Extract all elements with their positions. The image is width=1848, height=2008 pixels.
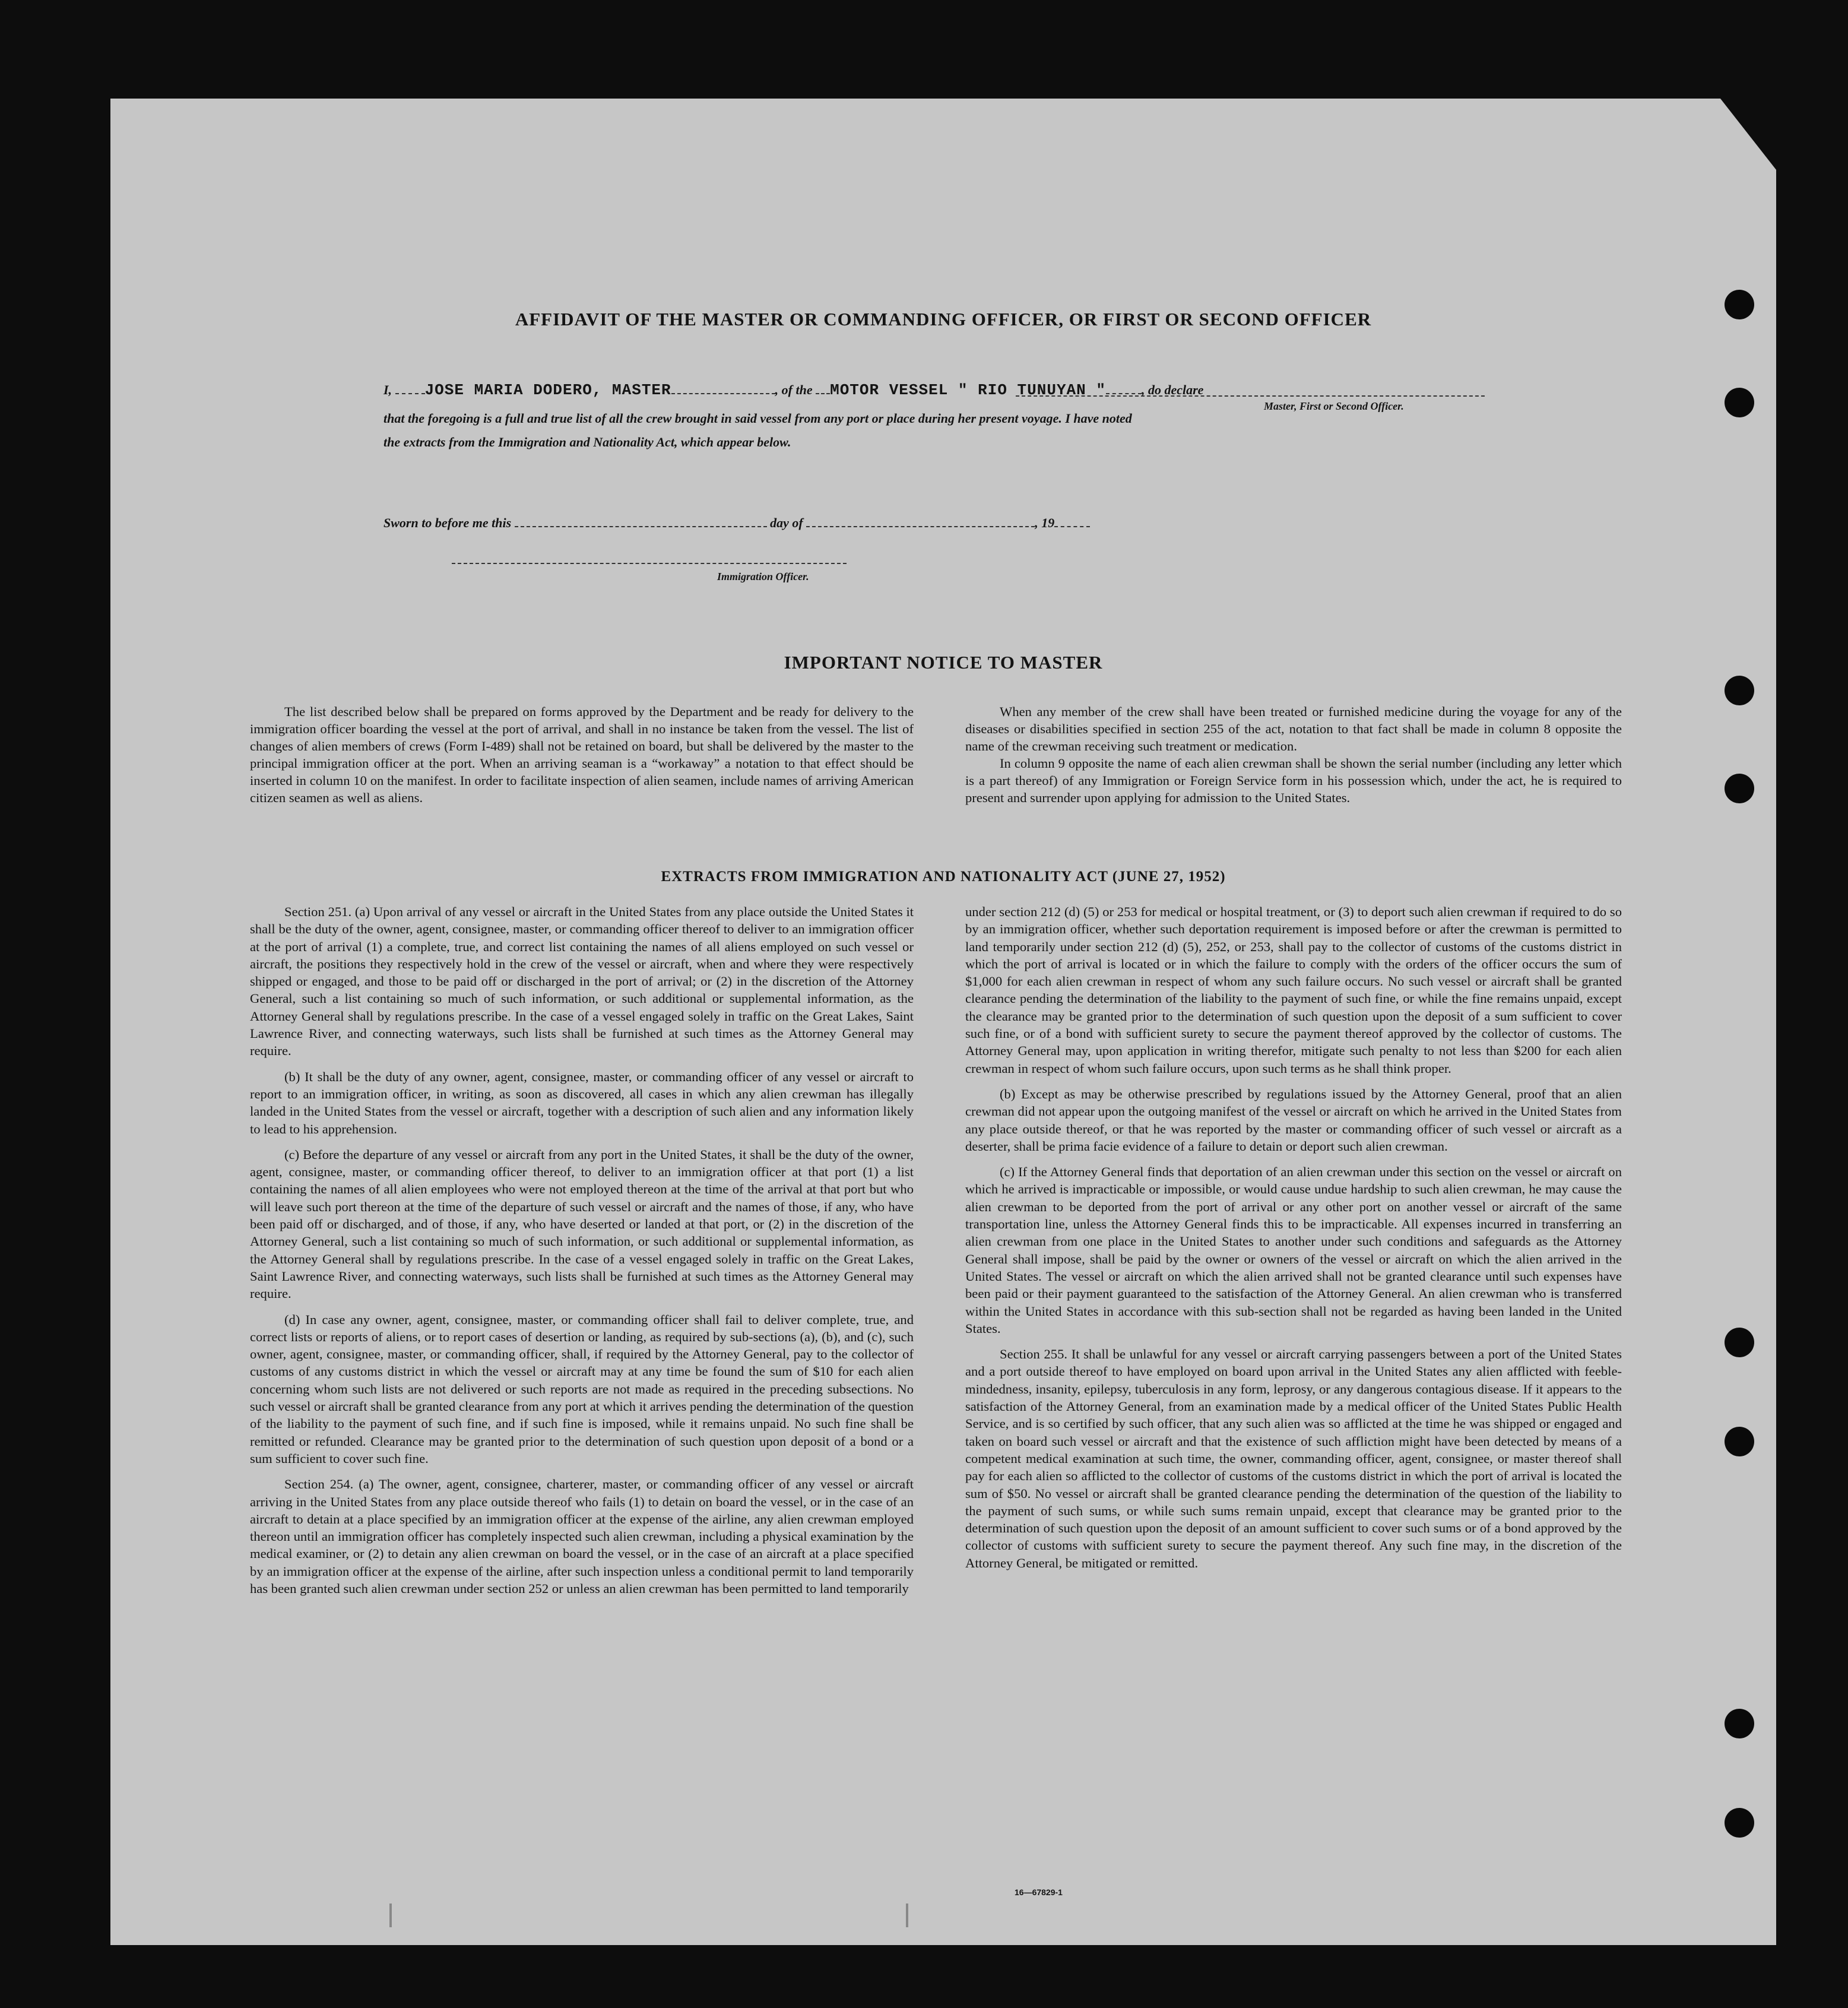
section-254-b: (b) Except as may be otherwise prescribed by regulations issued by the Attorney General, proof that an alien crewman did not appear upon the outgoing manifest of the vessel or aircraft on which he arrived in the United States from any place outside thereof, or that he was reported by the master or commanding officer of such vessel or aircraft as a deserter, shall be prima facie evidence of a failure to detain or deport such alien crewman. <box>965 1086 1622 1154</box>
punch-hole <box>1725 1808 1754 1838</box>
form-code: 16—67829-1 <box>1015 1887 1063 1897</box>
notice-left-column <box>250 703 914 815</box>
torn-corner <box>1720 99 1776 170</box>
fill-line <box>816 381 830 394</box>
statement-line-1: that the foregoing is a full and true list of all the crew brought in said vessel from any port or place during her present voyage. I have noted <box>383 411 1132 426</box>
i-label: I, <box>383 382 392 397</box>
section-254-a: Section 254. (a) The owner, agent, consignee, charterer, master, or commanding officer of any vessel or aircraft arriving in the United States from any place outside thereof who fails (1) to detain on board the vessel, or in the case of an aircraft to detain at a place specified by an immigration officer at the expense of the airline, any alien crewman employed thereon until an immigration officer has completely inspected such alien crewman, including a physical examination by the medical examiner, or (2) to detain any alien crewman on board the vessel, or in the case of an aircraft at a place specified by an immigration officer at the expense of the airline, after such inspection unless a conditional permit to land temporarily has been granted such alien crewman under section 252 or unless an alien crewman has been permitted to land temporarily <box>250 1477 914 1596</box>
officer-signature-label: Immigration Officer. <box>717 571 809 582</box>
section-251-c: (c) Before the departure of any vessel or aircraft from any port in the United States, it shall be the duty of the owner, agent, consignee, master, or commanding officer thereof, to deliver to an immigration officer at that port (1) a list containing the names of all alien employees who were not employed thereon at the time of the arrival at that port but who will leave such port thereon at the time of the departure of such vessel or aircraft and the names of those, if any, who have been paid off or discharged, and of those, if any, who have deserted or landed at that port, or (2) in the discretion of the Attorney General, such a list containing so much of such information, or such additional or supplemental information, as the Attorney General shall by regulations prescribe. In the case of a vessel engaged solely in traffic on the Great Lakes, Saint Lawrence River, and connecting waterways, such lists shall be furnished at such times as the Attorney General may require. <box>250 1146 914 1301</box>
master-signature-line <box>1016 395 1485 397</box>
master-signature-label: Master, First or Second Officer. <box>1264 400 1404 412</box>
statement-line-2: the extracts from the Immigration and Nationality Act, which appear below. <box>383 435 791 449</box>
punch-hole <box>1725 774 1754 803</box>
fill-line <box>1106 381 1142 394</box>
day-of-label: day of <box>770 515 803 530</box>
punch-hole <box>1725 290 1754 319</box>
affidavit-title: AFFIDAVIT OF THE MASTER OR COMMANDING OFFICER, OR FIRST OR SECOND OFFICER <box>515 309 1372 330</box>
bleed-mark <box>389 1904 392 1927</box>
extracts-title: EXTRACTS FROM IMMIGRATION AND NATIONALITY ACT (JUNE 27, 1952) <box>661 869 1226 885</box>
section-251-a: Section 251. (a) Upon arrival of any vessel or aircraft in the United States from any place outside the United States it shall be the duty of the owner, agent, consignee, master, or commanding officer thereof to deliver to an immigration officer at the port of arrival (1) a complete, true, and correct list containing the names of all aliens employed on such vessel or aircraft, the positions they respectively hold in the crew of the vessel or aircraft, when and where they were respectively shipped or engaged, and those to be paid off or discharged in the port of arrival; or (2) in the discretion of the Attorney General, such a list containing so much of such information, or such additional or supplemental information, as the Attorney General shall by regulations prescribe. In the case of a vessel engaged solely in traffic on the Great Lakes, Saint Lawrence River, and connecting waterways, such lists shall be furnished at such times as the Attorney General may require. <box>250 904 914 1059</box>
section-251-b: (b) It shall be the duty of any owner, agent, consignee, master, or commanding officer of any vessel or aircraft to report to an immigration officer, in writing, as soon as discovered, all cases in which any alien crewman has illegally landed in the United States from the vessel or aircraft, together with a description of such alien and any information likely to lead to his apprehension. <box>250 1069 914 1136</box>
of-the-label: , of the <box>775 382 813 397</box>
notice-right-column <box>965 703 1622 815</box>
sworn-date-field <box>515 514 767 527</box>
fill-line <box>671 381 775 394</box>
extracts-left-column <box>250 903 914 1605</box>
section-251-d: (d) In case any owner, agent, consignee, master, or commanding officer shall fail to deliver complete, true, and correct lists or reports of aliens, or to report cases of desertion or landing, as required by sub-sections (a), (b), and (c), such owner, agent, consignee, master, or commanding officer, shall, if required by the Attorney General, pay to the collector of customs of any customs district in which the vessel or aircraft may at any time be found the sum of $10 for each alien concerning whom such lists are not delivered or such reports are not made as required in the preceding subsections. No such vessel or aircraft shall be granted clearance from any port at which it arrives pending the determination of the question of the liability to the payment of such fine, and if such fine is imposed, while it remains unpaid. No such fine shall be remitted or refunded. Clearance may be granted prior to the determination of such question upon deposit of a bond or a sum sufficient to cover such fine. <box>250 1312 914 1466</box>
officer-signature-line <box>452 563 847 564</box>
punch-hole <box>1725 1427 1754 1456</box>
sworn-label: Sworn to before me this <box>383 515 512 530</box>
year-label: , 19 <box>1035 515 1055 530</box>
sworn-year-field <box>1054 514 1090 527</box>
punch-hole <box>1725 676 1754 705</box>
section-254-c: (c) If the Attorney General finds that deportation of an alien crewman under this section on the vessel or aircraft on which he arrived is impracticable or impossible, or would cause undue hardship to such alien crewman, he may cause the alien crewman to be deported from the port of arrival or any other port on another vessel or aircraft of the same transportation line, unless the Attorney General finds this to be impracticable. All expenses incurred in transferring an alien crewman from one place in the United States to another under such conditions and safeguards as the Attorney General shall impose, shall be paid by the owner or owners of the vessel or aircraft on which the alien arrived in the United States. The vessel or aircraft on which the alien arrived shall not be granted clearance until such expenses have been paid or their payment guaranteed to the satisfaction of the Attorney General. An alien crewman who is transferred within the United States in accordance with this sub-section shall not be regarded as having been landed in the United States. <box>965 1164 1622 1336</box>
notice-right-paragraph-2: In column 9 opposite the name of each alien crewman shall be shown the serial number (including any letter which is a part thereof) of any Immigration or Foreign Service form in his possession which, under the act, he is required to present and surrender upon applying for admission to the United States. <box>965 756 1622 805</box>
fill-line <box>395 381 425 394</box>
extracts-right-column <box>965 903 1622 1580</box>
master-name-field: JOSE MARIA DODERO, MASTER <box>424 381 671 399</box>
vessel-name-field: MOTOR VESSEL " RIO TUNUYAN " <box>830 381 1106 399</box>
punch-hole <box>1725 1709 1754 1738</box>
sworn-line <box>383 514 1090 531</box>
section-254-a-continued: under section 212 (d) (5) or 253 for medical or hospital treatment, or (3) to deport such alien crewman if required to do so by an immigration officer, whether such deportation requirement is imposed before or after the crewman is permitted to land temporarily under section 212 (d) (5), 252, or 253, shall pay to the collector of customs of the customs district in which the port of arrival is located or in which the failure to comply with the orders of the officer occurs the sum of $1,000 for each alien crewman in respect of whom any such failure occurs. No such vessel or aircraft shall be granted clearance pending the determination of the liability to the payment of such fine, or while the fine remains unpaid, except the clearance may be granted prior to the determination of such question upon the deposit of a sum sufficient to cover such fine, or of a bond with sufficient surety to secure the payment thereof approved by the collector of customs. The Attorney General may, upon application in writing therefor, mitigate such penalty to not less than $200 for each alien crewman in respect of whom such failure occurs, upon such terms as he shall think proper. <box>965 904 1622 1076</box>
notice-title: IMPORTANT NOTICE TO MASTER <box>784 652 1103 673</box>
declare-label: , do declare <box>1141 382 1204 397</box>
punch-hole <box>1725 1328 1754 1357</box>
notice-right-paragraph-1: When any member of the crew shall have been treated or furnished medicine during the voyage for any of the diseases or disabilities specified in section 255 of the act, notation to that fact shall be made in column 8 opposite the name of the crewman receiving such treatment or medication. <box>965 704 1622 753</box>
punch-hole <box>1725 388 1754 417</box>
section-255: Section 255. It shall be unlawful for any vessel or aircraft carrying passengers between a port of the United States and a port outside thereof to have employed on board upon arrival in the United States any alien afflicted with feeble-mindedness, insanity, epilepsy, tuberculosis in any form, leprosy, or any dangerous contagious disease. If it appears to the satisfaction of the Attorney General, from an examination made by a medical officer of the United States Public Health Service, and is so certified by such officer, that any such alien was so afflicted at the time he was shipped or engaged and taken on board such vessel or aircraft and that the existence of such affliction might have been detected by means of a competent medical examination at such time, the owner, commanding officer, agent, consignee, or master thereof shall pay for each alien so afflicted to the collector of customs of the customs district in which the port of arrival is located the sum of $50. No vessel or aircraft shall be granted clearance pending the determination of the question of the liability to the payment of such sums, or while such sums remain unpaid, except that clearance may be granted prior to the determination of such question upon the deposit of an amount sufficient to cover such sums or of a bond approved by the collector of customs with sufficient surety to secure the payment thereof. Any such fine may, in the discretion of the Attorney General, be mitigated or remitted. <box>965 1347 1622 1570</box>
bleed-mark <box>906 1904 908 1927</box>
document-page <box>110 99 1776 1945</box>
sworn-month-field <box>806 514 1035 527</box>
notice-left-paragraph: The list described below shall be prepared on forms approved by the Department and be ready for delivery to the immigration officer boarding the vessel at the port of arrival, and shall in no instance be taken from the vessel. The list of changes of alien members of crews (Form I-489) shall not be retained on board, but shall be delivered by the master to the principal immigration officer at the port. When an arriving seaman is a “workaway” a notation to that effect should be inserted in column 10 on the manifest. In order to facilitate inspection of alien seamen, include names of arriving American citizen seamen as well as aliens. <box>250 704 914 805</box>
